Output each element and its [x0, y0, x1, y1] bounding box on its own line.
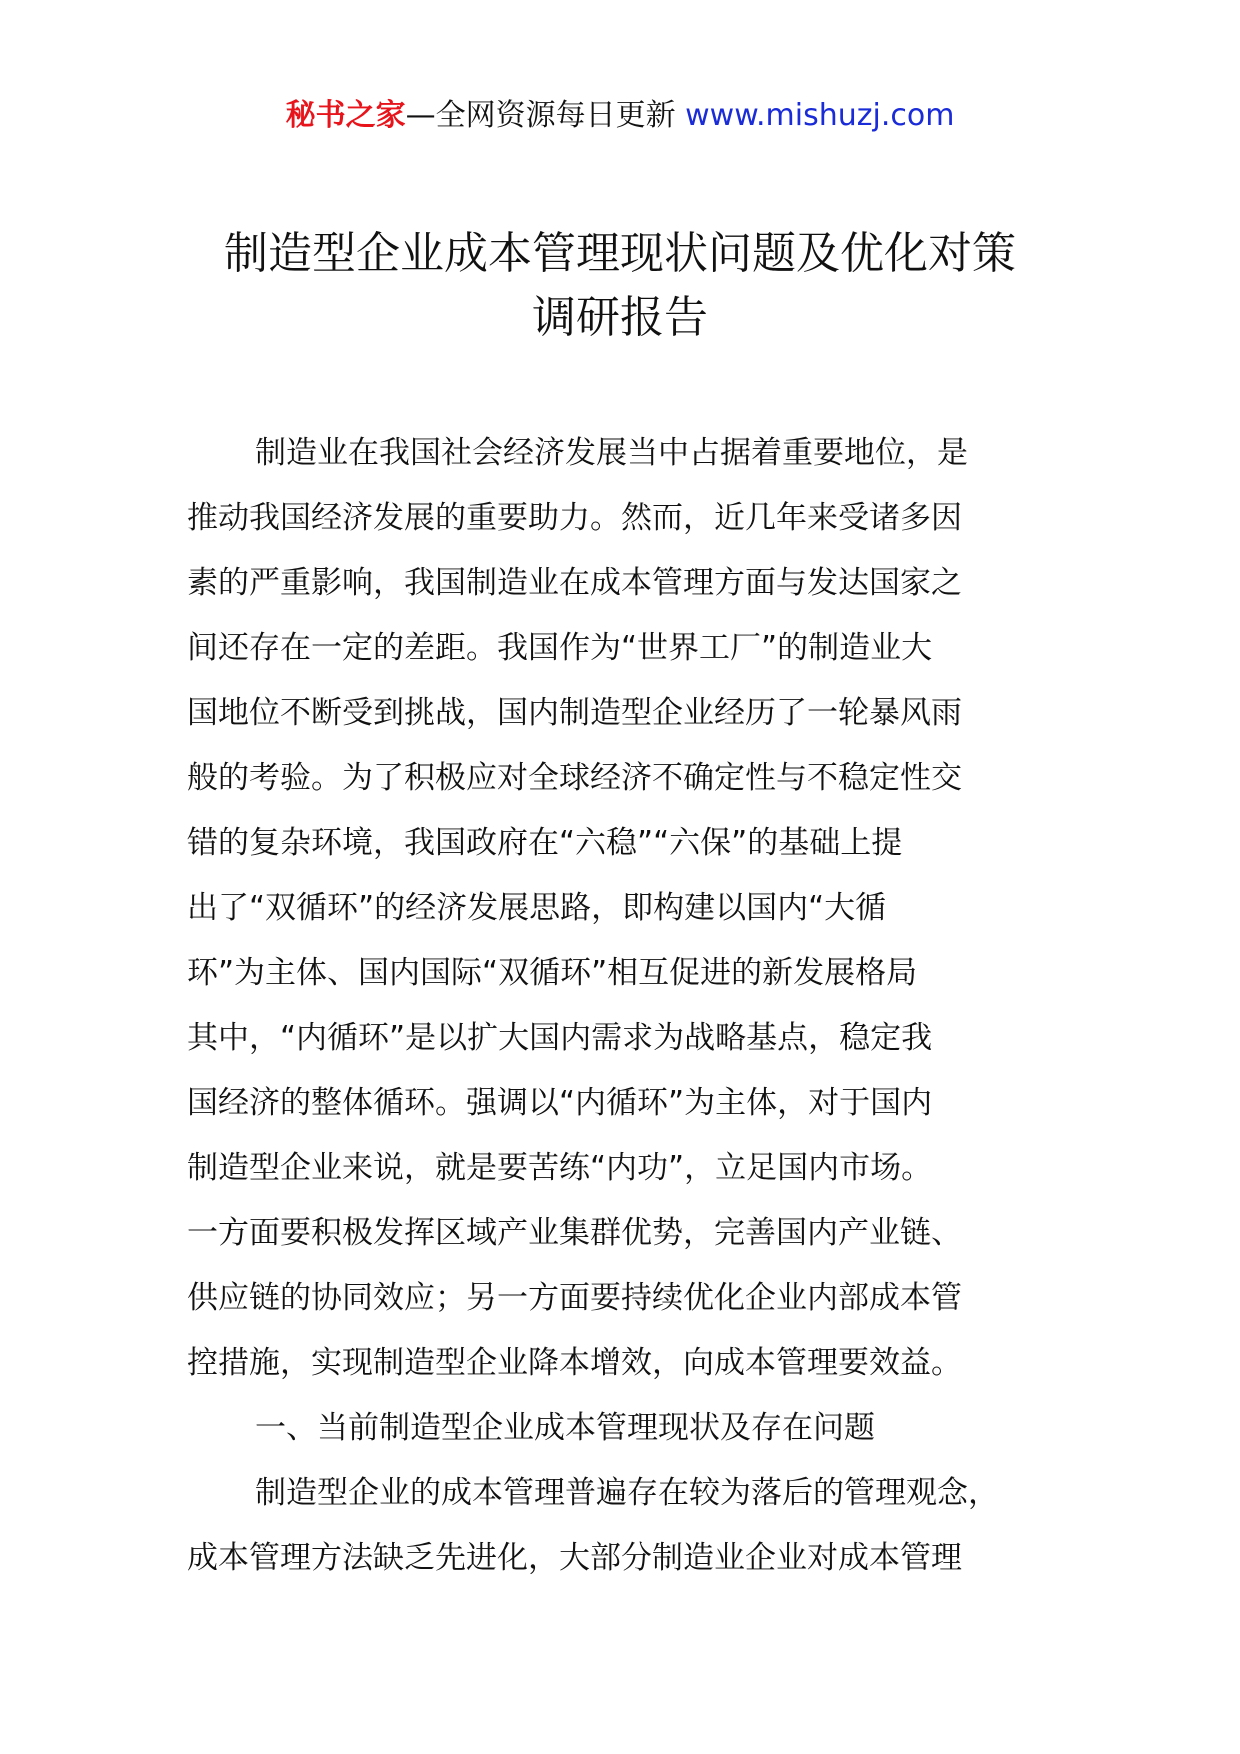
body-line: 制造型企业的成本管理普遍存在较为落后的管理观念，: [255, 1475, 999, 1511]
title-line-1: 制造型企业成本管理现状问题及优化对策: [224, 228, 1016, 279]
body-line: 出了“双循环”的经济发展思路，即构建以国内“大循: [187, 890, 887, 926]
site-header: [0, 96, 1240, 136]
body-line: 间还存在一定的差距。我国作为“世界工厂”的制造业大: [187, 630, 933, 666]
body-line: 制造业在我国社会经济发展当中占据着重要地位，是: [255, 435, 968, 471]
body-line: 国经济的整体循环。强调以“内循环”为主体，对于国内: [187, 1085, 933, 1121]
document-body: [187, 421, 1047, 1591]
body-line: 般的考验。为了积极应对全球经济不确定性与不稳定性交: [187, 760, 962, 796]
body-line: 制造型企业来说，就是要苦练“内功”，立足国内市场。: [187, 1150, 933, 1186]
brand-name: 秘书之家: [285, 98, 406, 133]
body-line: 国地位不断受到挑战，国内制造型企业经历了一轮暴风雨: [187, 695, 962, 731]
document-title: [0, 222, 1240, 350]
site-url-link[interactable]: www.mishuzj.com: [685, 98, 955, 133]
body-line: 环”为主体、国内国际“双循环”相互促进的新发展格局: [187, 955, 918, 991]
body-line: 一方面要积极发挥区域产业集群优势，完善国内产业链、: [187, 1215, 962, 1251]
body-line: 控措施，实现制造型企业降本增效，向成本管理要效益。: [187, 1345, 962, 1381]
body-line: 供应链的协同效应；另一方面要持续优化企业内部成本管: [187, 1280, 962, 1316]
body-line: 推动我国经济发展的重要助力。然而，近几年来受诸多因: [187, 500, 962, 536]
body-line: 错的复杂环境，我国政府在“六稳”“六保”的基础上提: [187, 825, 903, 861]
body-line: 素的严重影响，我国制造业在成本管理方面与发达国家之: [187, 565, 962, 601]
title-line-2: 调研报告: [532, 292, 708, 343]
section-heading: 一、当前制造型企业成本管理现状及存在问题: [255, 1410, 875, 1446]
body-line: 成本管理方法缺乏先进化，大部分制造业企业对成本管理: [187, 1540, 962, 1576]
header-tagline: —全网资源每日更新: [405, 98, 686, 133]
body-line: 其中，“内循环”是以扩大国内需求为战略基点，稳定我: [187, 1020, 933, 1056]
